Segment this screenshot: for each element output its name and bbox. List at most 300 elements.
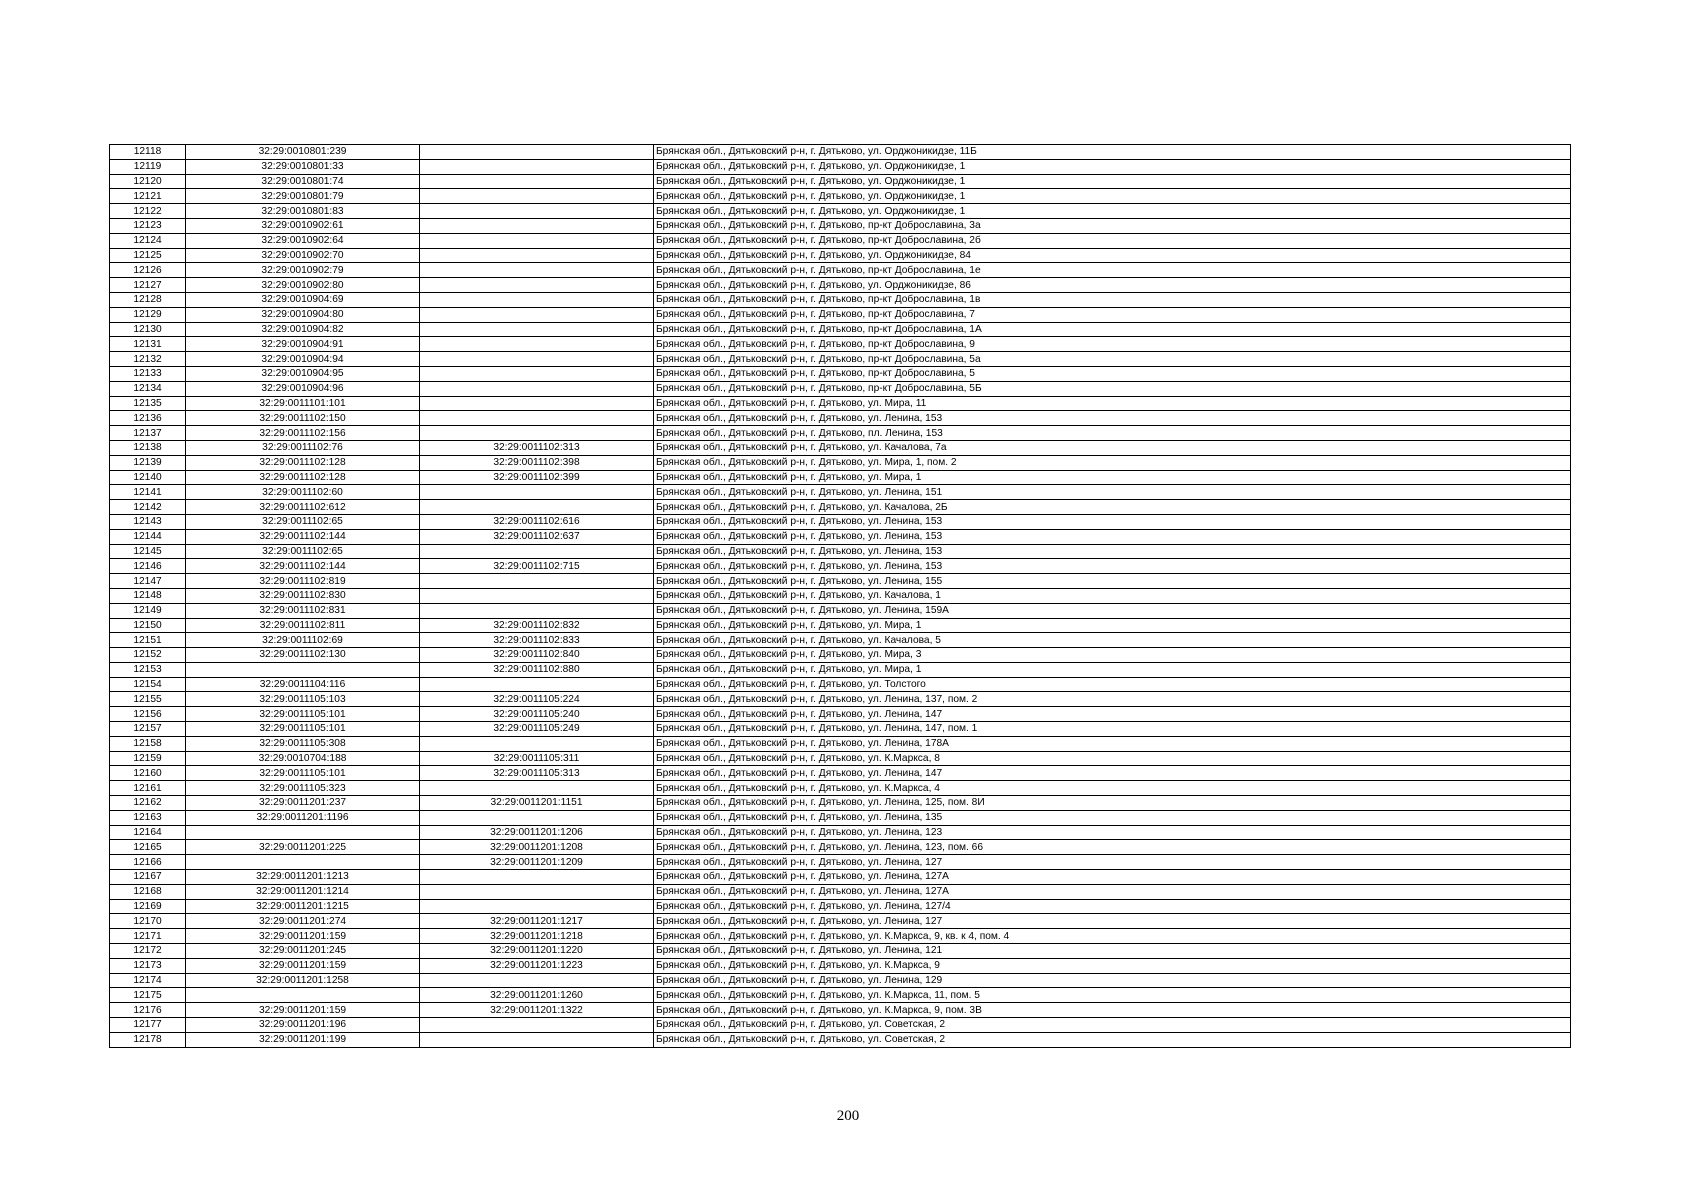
cadastral-number-cell: 32:29:0011102:150: [186, 411, 420, 426]
address-cell: Брянская обл., Дятьковский р-н, г. Дятьково, ул. Орджоникидзе, 1: [654, 159, 1571, 174]
related-cadastral-number-cell: 32:29:0011102:398: [420, 455, 654, 470]
address-cell: Брянская обл., Дятьковский р-н, г. Дятьково, ул. Ленина, 159А: [654, 603, 1571, 618]
cadastral-number-cell: 32:29:0011102:76: [186, 440, 420, 455]
related-cadastral-number-cell: [420, 204, 654, 219]
related-cadastral-number-cell: 32:29:0011105:240: [420, 707, 654, 722]
related-cadastral-number-cell: 32:29:0011102:616: [420, 514, 654, 529]
related-cadastral-number-cell: 32:29:0011201:1209: [420, 855, 654, 870]
address-cell: Брянская обл., Дятьковский р-н, г. Дятьково, ул. Ленина, 147, пом. 1: [654, 722, 1571, 737]
address-cell: Брянская обл., Дятьковский р-н, г. Дятьково, пл. Ленина, 153: [654, 426, 1571, 441]
address-cell: Брянская обл., Дятьковский р-н, г. Дятьково, ул. Качалова, 1: [654, 588, 1571, 603]
related-cadastral-number-cell: 32:29:0011102:880: [420, 662, 654, 677]
related-cadastral-number-cell: 32:29:0011105:311: [420, 751, 654, 766]
table-row: [110, 707, 1571, 722]
row-number-cell: 12143: [110, 514, 186, 529]
row-number-cell: 12155: [110, 692, 186, 707]
related-cadastral-number-cell: [420, 322, 654, 337]
row-number-cell: 12120: [110, 174, 186, 189]
table-row: [110, 204, 1571, 219]
table-row: [110, 855, 1571, 870]
table-row: [110, 884, 1571, 899]
table-row: [110, 662, 1571, 677]
cadastral-number-cell: 32:29:0011201:1215: [186, 899, 420, 914]
table-row: [110, 1018, 1571, 1033]
related-cadastral-number-cell: 32:29:0011105:313: [420, 766, 654, 781]
cadastral-number-cell: 32:29:0011201:196: [186, 1018, 420, 1033]
row-number-cell: 12174: [110, 973, 186, 988]
cadastral-number-cell: 32:29:0010902:80: [186, 278, 420, 293]
address-cell: Брянская обл., Дятьковский р-н, г. Дятьково, ул. Орджоникидзе, 1: [654, 174, 1571, 189]
row-number-cell: 12156: [110, 707, 186, 722]
row-number-cell: 12137: [110, 426, 186, 441]
row-number-cell: 12134: [110, 381, 186, 396]
row-number-cell: 12165: [110, 840, 186, 855]
related-cadastral-number-cell: [420, 189, 654, 204]
related-cadastral-number-cell: [420, 1018, 654, 1033]
table-row: [110, 588, 1571, 603]
table-row: [110, 914, 1571, 929]
related-cadastral-number-cell: [420, 233, 654, 248]
table-row: [110, 559, 1571, 574]
table-row: [110, 633, 1571, 648]
row-number-cell: 12157: [110, 722, 186, 737]
related-cadastral-number-cell: [420, 292, 654, 307]
cadastral-number-cell: 32:29:0011102:144: [186, 529, 420, 544]
table-row: [110, 944, 1571, 959]
address-cell: Брянская обл., Дятьковский р-н, г. Дятьково, ул. Ленина, 151: [654, 485, 1571, 500]
cadastral-number-cell: 32:29:0010801:74: [186, 174, 420, 189]
address-cell: Брянская обл., Дятьковский р-н, г. Дятьково, ул. Ленина, 153: [654, 411, 1571, 426]
cadastral-number-cell: [186, 855, 420, 870]
cadastral-number-cell: 32:29:0011105:101: [186, 707, 420, 722]
address-cell: Брянская обл., Дятьковский р-н, г. Дятьково, ул. Ленина, 135: [654, 810, 1571, 825]
related-cadastral-number-cell: 32:29:0011201:1208: [420, 840, 654, 855]
row-number-cell: 12145: [110, 544, 186, 559]
table-row: [110, 411, 1571, 426]
address-cell: Брянская обл., Дятьковский р-н, г. Дятьково, ул. Ленина, 127: [654, 914, 1571, 929]
cadastral-number-cell: 32:29:0011201:1196: [186, 810, 420, 825]
address-cell: Брянская обл., Дятьковский р-н, г. Дятьково, ул. Мира, 1: [654, 662, 1571, 677]
row-number-cell: 12166: [110, 855, 186, 870]
cadastral-number-cell: 32:29:0010801:33: [186, 159, 420, 174]
address-cell: Брянская обл., Дятьковский р-н, г. Дятьково, пр-кт Доброславина, 7: [654, 307, 1571, 322]
related-cadastral-number-cell: [420, 352, 654, 367]
related-cadastral-number-cell: [420, 145, 654, 160]
table-row: [110, 796, 1571, 811]
cadastral-number-cell: 32:29:0011102:156: [186, 426, 420, 441]
table-row: [110, 529, 1571, 544]
table-row: [110, 958, 1571, 973]
address-cell: Брянская обл., Дятьковский р-н, г. Дятьково, ул. К.Маркса, 11, пом. 5: [654, 988, 1571, 1003]
related-cadastral-number-cell: [420, 263, 654, 278]
row-number-cell: 12170: [110, 914, 186, 929]
related-cadastral-number-cell: [420, 396, 654, 411]
related-cadastral-number-cell: 32:29:0011102:313: [420, 440, 654, 455]
table-row: [110, 470, 1571, 485]
table-row: [110, 440, 1571, 455]
related-cadastral-number-cell: [420, 736, 654, 751]
table-row: [110, 766, 1571, 781]
related-cadastral-number-cell: [420, 603, 654, 618]
table-row: [110, 426, 1571, 441]
address-cell: Брянская обл., Дятьковский р-н, г. Дятьково, ул. Качалова, 7а: [654, 440, 1571, 455]
cadastral-number-cell: 32:29:0011102:831: [186, 603, 420, 618]
cadastral-number-cell: 32:29:0010902:61: [186, 218, 420, 233]
address-cell: Брянская обл., Дятьковский р-н, г. Дятьково, ул. Качалова, 2Б: [654, 500, 1571, 515]
table-row: [110, 352, 1571, 367]
related-cadastral-number-cell: [420, 500, 654, 515]
cadastral-number-cell: 32:29:0010902:79: [186, 263, 420, 278]
cadastral-number-cell: 32:29:0011201:199: [186, 1032, 420, 1047]
address-cell: Брянская обл., Дятьковский р-н, г. Дятьково, ул. Советская, 2: [654, 1018, 1571, 1033]
cadastral-number-cell: 32:29:0011201:159: [186, 958, 420, 973]
row-number-cell: 12158: [110, 736, 186, 751]
related-cadastral-number-cell: [420, 218, 654, 233]
address-cell: Брянская обл., Дятьковский р-н, г. Дятьково, ул. К.Маркса, 9, кв. к 4, пом. 4: [654, 929, 1571, 944]
address-cell: Брянская обл., Дятьковский р-н, г. Дятьково, ул. Мира, 1, пом. 2: [654, 455, 1571, 470]
cadastral-number-cell: 32:29:0011201:1214: [186, 884, 420, 899]
table-row: [110, 692, 1571, 707]
related-cadastral-number-cell: 32:29:0011102:832: [420, 618, 654, 633]
cadastral-number-cell: 32:29:0011102:612: [186, 500, 420, 515]
address-cell: Брянская обл., Дятьковский р-н, г. Дятьково, пр-кт Доброславина, 1в: [654, 292, 1571, 307]
address-cell: Брянская обл., Дятьковский р-н, г. Дятьково, ул. Ленина, 153: [654, 544, 1571, 559]
address-cell: Брянская обл., Дятьковский р-н, г. Дятьково, ул. Советская, 2: [654, 1032, 1571, 1047]
address-cell: Брянская обл., Дятьковский р-н, г. Дятьково, пр-кт Доброславина, 9: [654, 337, 1571, 352]
row-number-cell: 12178: [110, 1032, 186, 1047]
address-cell: Брянская обл., Дятьковский р-н, г. Дятьково, ул. Ленина, 178А: [654, 736, 1571, 751]
address-cell: Брянская обл., Дятьковский р-н, г. Дятьково, ул. Орджоникидзе, 86: [654, 278, 1571, 293]
cadastral-number-cell: 32:29:0010904:96: [186, 381, 420, 396]
related-cadastral-number-cell: 32:29:0011105:249: [420, 722, 654, 737]
table-row: [110, 988, 1571, 1003]
table-row: [110, 751, 1571, 766]
related-cadastral-number-cell: [420, 366, 654, 381]
address-cell: Брянская обл., Дятьковский р-н, г. Дятьково, ул. К.Маркса, 8: [654, 751, 1571, 766]
cadastral-number-cell: 32:29:0010801:239: [186, 145, 420, 160]
address-cell: Брянская обл., Дятьковский р-н, г. Дятьково, ул. Толстого: [654, 677, 1571, 692]
address-cell: Брянская обл., Дятьковский р-н, г. Дятьково, ул. Ленина, 127А: [654, 870, 1571, 885]
cadastral-number-cell: 32:29:0010801:83: [186, 204, 420, 219]
related-cadastral-number-cell: [420, 810, 654, 825]
address-cell: Брянская обл., Дятьковский р-н, г. Дятьково, ул. Ленина, 127: [654, 855, 1571, 870]
address-cell: Брянская обл., Дятьковский р-н, г. Дятьково, ул. Орджоникидзе, 11Б: [654, 145, 1571, 160]
table-row: [110, 677, 1571, 692]
related-cadastral-number-cell: [420, 426, 654, 441]
table-row: [110, 603, 1571, 618]
address-cell: Брянская обл., Дятьковский р-н, г. Дятьково, ул. Орджоникидзе, 1: [654, 189, 1571, 204]
related-cadastral-number-cell: [420, 884, 654, 899]
cadastral-number-cell: 32:29:0010902:64: [186, 233, 420, 248]
row-number-cell: 12123: [110, 218, 186, 233]
table-row: [110, 840, 1571, 855]
address-cell: Брянская обл., Дятьковский р-н, г. Дятьково, ул. Орджоникидзе, 1: [654, 204, 1571, 219]
cadastral-number-cell: 32:29:0010801:79: [186, 189, 420, 204]
row-number-cell: 12164: [110, 825, 186, 840]
table-row: [110, 500, 1571, 515]
row-number-cell: 12176: [110, 1003, 186, 1018]
address-cell: Брянская обл., Дятьковский р-н, г. Дятьково, ул. К.Маркса, 4: [654, 781, 1571, 796]
row-number-cell: 12141: [110, 485, 186, 500]
related-cadastral-number-cell: [420, 544, 654, 559]
row-number-cell: 12119: [110, 159, 186, 174]
row-number-cell: 12131: [110, 337, 186, 352]
cadastral-number-cell: 32:29:0011201:237: [186, 796, 420, 811]
table-row: [110, 1032, 1571, 1047]
cadastral-number-cell: [186, 988, 420, 1003]
row-number-cell: 12175: [110, 988, 186, 1003]
row-number-cell: 12122: [110, 204, 186, 219]
related-cadastral-number-cell: [420, 973, 654, 988]
row-number-cell: 12124: [110, 233, 186, 248]
row-number-cell: 12152: [110, 648, 186, 663]
row-number-cell: 12149: [110, 603, 186, 618]
row-number-cell: 12171: [110, 929, 186, 944]
cadastral-number-cell: 32:29:0011102:830: [186, 588, 420, 603]
related-cadastral-number-cell: [420, 485, 654, 500]
cadastral-number-cell: 32:29:0011201:225: [186, 840, 420, 855]
related-cadastral-number-cell: 32:29:0011201:1322: [420, 1003, 654, 1018]
address-cell: Брянская обл., Дятьковский р-н, г. Дятьково, ул. Ленина, 123: [654, 825, 1571, 840]
row-number-cell: 12136: [110, 411, 186, 426]
related-cadastral-number-cell: 32:29:0011105:224: [420, 692, 654, 707]
row-number-cell: 12169: [110, 899, 186, 914]
address-cell: Брянская обл., Дятьковский р-н, г. Дятьково, ул. Ленина, 125, пом. 8И: [654, 796, 1571, 811]
address-cell: Брянская обл., Дятьковский р-н, г. Дятьково, ул. Ленина, 147: [654, 766, 1571, 781]
cadastral-number-cell: 32:29:0011105:101: [186, 722, 420, 737]
cadastral-number-cell: 32:29:0011201:1213: [186, 870, 420, 885]
row-number-cell: 12121: [110, 189, 186, 204]
cadastral-number-cell: 32:29:0011105:103: [186, 692, 420, 707]
row-number-cell: 12150: [110, 618, 186, 633]
cadastral-number-cell: 32:29:0011102:128: [186, 455, 420, 470]
row-number-cell: 12148: [110, 588, 186, 603]
related-cadastral-number-cell: [420, 899, 654, 914]
row-number-cell: 12172: [110, 944, 186, 959]
row-number-cell: 12142: [110, 500, 186, 515]
related-cadastral-number-cell: 32:29:0011201:1206: [420, 825, 654, 840]
related-cadastral-number-cell: [420, 588, 654, 603]
related-cadastral-number-cell: [420, 574, 654, 589]
table-row: [110, 233, 1571, 248]
related-cadastral-number-cell: [420, 781, 654, 796]
cadastral-number-cell: 32:29:0010904:94: [186, 352, 420, 367]
registry-table-body: [110, 145, 1571, 1048]
table-row: [110, 381, 1571, 396]
row-number-cell: 12159: [110, 751, 186, 766]
row-number-cell: 12132: [110, 352, 186, 367]
table-row: [110, 870, 1571, 885]
table-row: [110, 544, 1571, 559]
related-cadastral-number-cell: 32:29:0011201:1151: [420, 796, 654, 811]
address-cell: Брянская обл., Дятьковский р-н, г. Дятьково, ул. Ленина, 153: [654, 529, 1571, 544]
cadastral-number-cell: 32:29:0011105:323: [186, 781, 420, 796]
address-cell: Брянская обл., Дятьковский р-н, г. Дятьково, пр-кт Доброславина, 1е: [654, 263, 1571, 278]
row-number-cell: 12151: [110, 633, 186, 648]
address-cell: Брянская обл., Дятьковский р-н, г. Дятьково, ул. Ленина, 121: [654, 944, 1571, 959]
table-row: [110, 145, 1571, 160]
address-cell: Брянская обл., Дятьковский р-н, г. Дятьково, пр-кт Доброславина, 1А: [654, 322, 1571, 337]
table-row: [110, 514, 1571, 529]
address-cell: Брянская обл., Дятьковский р-н, г. Дятьково, ул. Мира, 3: [654, 648, 1571, 663]
cadastral-number-cell: 32:29:0010704:188: [186, 751, 420, 766]
related-cadastral-number-cell: 32:29:0011201:1260: [420, 988, 654, 1003]
related-cadastral-number-cell: [420, 381, 654, 396]
related-cadastral-number-cell: 32:29:0011102:833: [420, 633, 654, 648]
row-number-cell: 12140: [110, 470, 186, 485]
table-row: [110, 736, 1571, 751]
table-row: [110, 366, 1571, 381]
table-row: [110, 485, 1571, 500]
table-row: [110, 159, 1571, 174]
row-number-cell: 12118: [110, 145, 186, 160]
row-number-cell: 12168: [110, 884, 186, 899]
cadastral-number-cell: 32:29:0010904:95: [186, 366, 420, 381]
cadastral-number-cell: [186, 662, 420, 677]
related-cadastral-number-cell: [420, 159, 654, 174]
row-number-cell: 12162: [110, 796, 186, 811]
table-row: [110, 781, 1571, 796]
related-cadastral-number-cell: 32:29:0011102:840: [420, 648, 654, 663]
row-number-cell: 12133: [110, 366, 186, 381]
row-number-cell: 12128: [110, 292, 186, 307]
related-cadastral-number-cell: 32:29:0011102:399: [420, 470, 654, 485]
registry-table: [109, 144, 1571, 1048]
cadastral-number-cell: 32:29:0011102:60: [186, 485, 420, 500]
cadastral-number-cell: 32:29:0011102:128: [186, 470, 420, 485]
related-cadastral-number-cell: [420, 677, 654, 692]
address-cell: Брянская обл., Дятьковский р-н, г. Дятьково, ул. Мира, 1: [654, 470, 1571, 485]
cadastral-number-cell: 32:29:0010904:80: [186, 307, 420, 322]
cadastral-number-cell: 32:29:0011102:65: [186, 514, 420, 529]
address-cell: Брянская обл., Дятьковский р-н, г. Дятьково, ул. Ленина, 153: [654, 559, 1571, 574]
cadastral-number-cell: 32:29:0011201:245: [186, 944, 420, 959]
table-row: [110, 322, 1571, 337]
row-number-cell: 12146: [110, 559, 186, 574]
table-row: [110, 189, 1571, 204]
table-row: [110, 810, 1571, 825]
cadastral-number-cell: 32:29:0011102:130: [186, 648, 420, 663]
address-cell: Брянская обл., Дятьковский р-н, г. Дятьково, ул. Качалова, 5: [654, 633, 1571, 648]
row-number-cell: 12135: [110, 396, 186, 411]
cadastral-number-cell: 32:29:0011102:144: [186, 559, 420, 574]
address-cell: Брянская обл., Дятьковский р-н, г. Дятьково, ул. Ленина, 137, пом. 2: [654, 692, 1571, 707]
cadastral-number-cell: [186, 825, 420, 840]
related-cadastral-number-cell: [420, 337, 654, 352]
address-cell: Брянская обл., Дятьковский р-н, г. Дятьково, пр-кт Доброславина, 5а: [654, 352, 1571, 367]
table-row: [110, 455, 1571, 470]
row-number-cell: 12167: [110, 870, 186, 885]
cadastral-number-cell: 32:29:0011102:811: [186, 618, 420, 633]
address-cell: Брянская обл., Дятьковский р-н, г. Дятьково, пр-кт Доброславина, 5Б: [654, 381, 1571, 396]
row-number-cell: 12144: [110, 529, 186, 544]
row-number-cell: 12177: [110, 1018, 186, 1033]
table-row: [110, 618, 1571, 633]
table-row: [110, 218, 1571, 233]
address-cell: Брянская обл., Дятьковский р-н, г. Дятьково, пр-кт Доброславина, 2б: [654, 233, 1571, 248]
row-number-cell: 12130: [110, 322, 186, 337]
cadastral-number-cell: 32:29:0011201:159: [186, 929, 420, 944]
related-cadastral-number-cell: 32:29:0011201:1220: [420, 944, 654, 959]
cadastral-number-cell: 32:29:0011102:819: [186, 574, 420, 589]
table-row: [110, 396, 1571, 411]
row-number-cell: 12147: [110, 574, 186, 589]
related-cadastral-number-cell: [420, 1032, 654, 1047]
cadastral-number-cell: 32:29:0011201:159: [186, 1003, 420, 1018]
address-cell: Брянская обл., Дятьковский р-н, г. Дятьково, ул. К.Маркса, 9: [654, 958, 1571, 973]
address-cell: Брянская обл., Дятьковский р-н, г. Дятьково, ул. Ленина, 127/4: [654, 899, 1571, 914]
cadastral-number-cell: 32:29:0010904:91: [186, 337, 420, 352]
cadastral-number-cell: 32:29:0010904:82: [186, 322, 420, 337]
address-cell: Брянская обл., Дятьковский р-н, г. Дятьково, ул. Орджоникидзе, 84: [654, 248, 1571, 263]
address-cell: Брянская обл., Дятьковский р-н, г. Дятьково, ул. Мира, 1: [654, 618, 1571, 633]
cadastral-number-cell: 32:29:0011201:1258: [186, 973, 420, 988]
related-cadastral-number-cell: 32:29:0011201:1217: [420, 914, 654, 929]
address-cell: Брянская обл., Дятьковский р-н, г. Дятьково, ул. Мира, 11: [654, 396, 1571, 411]
table-row: [110, 1003, 1571, 1018]
address-cell: Брянская обл., Дятьковский р-н, г. Дятьково, ул. Ленина, 155: [654, 574, 1571, 589]
related-cadastral-number-cell: 32:29:0011201:1223: [420, 958, 654, 973]
table-row: [110, 248, 1571, 263]
row-number-cell: 12153: [110, 662, 186, 677]
related-cadastral-number-cell: [420, 278, 654, 293]
related-cadastral-number-cell: [420, 411, 654, 426]
table-row: [110, 337, 1571, 352]
table-row: [110, 174, 1571, 189]
cadastral-number-cell: 32:29:0010902:70: [186, 248, 420, 263]
address-cell: Брянская обл., Дятьковский р-н, г. Дятьково, пр-кт Доброславина, 3а: [654, 218, 1571, 233]
row-number-cell: 12163: [110, 810, 186, 825]
table-row: [110, 929, 1571, 944]
row-number-cell: 12173: [110, 958, 186, 973]
address-cell: Брянская обл., Дятьковский р-н, г. Дятьково, ул. К.Маркса, 9, пом. 3В: [654, 1003, 1571, 1018]
row-number-cell: 12126: [110, 263, 186, 278]
table-row: [110, 292, 1571, 307]
cadastral-number-cell: 32:29:0011101:101: [186, 396, 420, 411]
related-cadastral-number-cell: 32:29:0011201:1218: [420, 929, 654, 944]
cadastral-number-cell: 32:29:0011105:101: [186, 766, 420, 781]
address-cell: Брянская обл., Дятьковский р-н, г. Дятьково, ул. Ленина, 129: [654, 973, 1571, 988]
table-row: [110, 278, 1571, 293]
row-number-cell: 12129: [110, 307, 186, 322]
related-cadastral-number-cell: 32:29:0011102:637: [420, 529, 654, 544]
cadastral-number-cell: 32:29:0011201:274: [186, 914, 420, 929]
address-cell: Брянская обл., Дятьковский р-н, г. Дятьково, ул. Ленина, 147: [654, 707, 1571, 722]
related-cadastral-number-cell: [420, 307, 654, 322]
table-row: [110, 825, 1571, 840]
address-cell: Брянская обл., Дятьковский р-н, г. Дятьково, пр-кт Доброславина, 5: [654, 366, 1571, 381]
table-row: [110, 648, 1571, 663]
page-number: 200: [836, 1108, 860, 1124]
table-row: [110, 973, 1571, 988]
table-row: [110, 263, 1571, 278]
table-row: [110, 574, 1571, 589]
cadastral-number-cell: 32:29:0011105:308: [186, 736, 420, 751]
row-number-cell: 12138: [110, 440, 186, 455]
address-cell: Брянская обл., Дятьковский р-н, г. Дятьково, ул. Ленина, 153: [654, 514, 1571, 529]
cadastral-number-cell: 32:29:0011104:116: [186, 677, 420, 692]
row-number-cell: 12127: [110, 278, 186, 293]
table-row: [110, 722, 1571, 737]
row-number-cell: 12161: [110, 781, 186, 796]
cadastral-number-cell: 32:29:0011102:69: [186, 633, 420, 648]
row-number-cell: 12154: [110, 677, 186, 692]
row-number-cell: 12139: [110, 455, 186, 470]
related-cadastral-number-cell: [420, 174, 654, 189]
cadastral-number-cell: 32:29:0011102:65: [186, 544, 420, 559]
address-cell: Брянская обл., Дятьковский р-н, г. Дятьково, ул. Ленина, 127А: [654, 884, 1571, 899]
row-number-cell: 12125: [110, 248, 186, 263]
